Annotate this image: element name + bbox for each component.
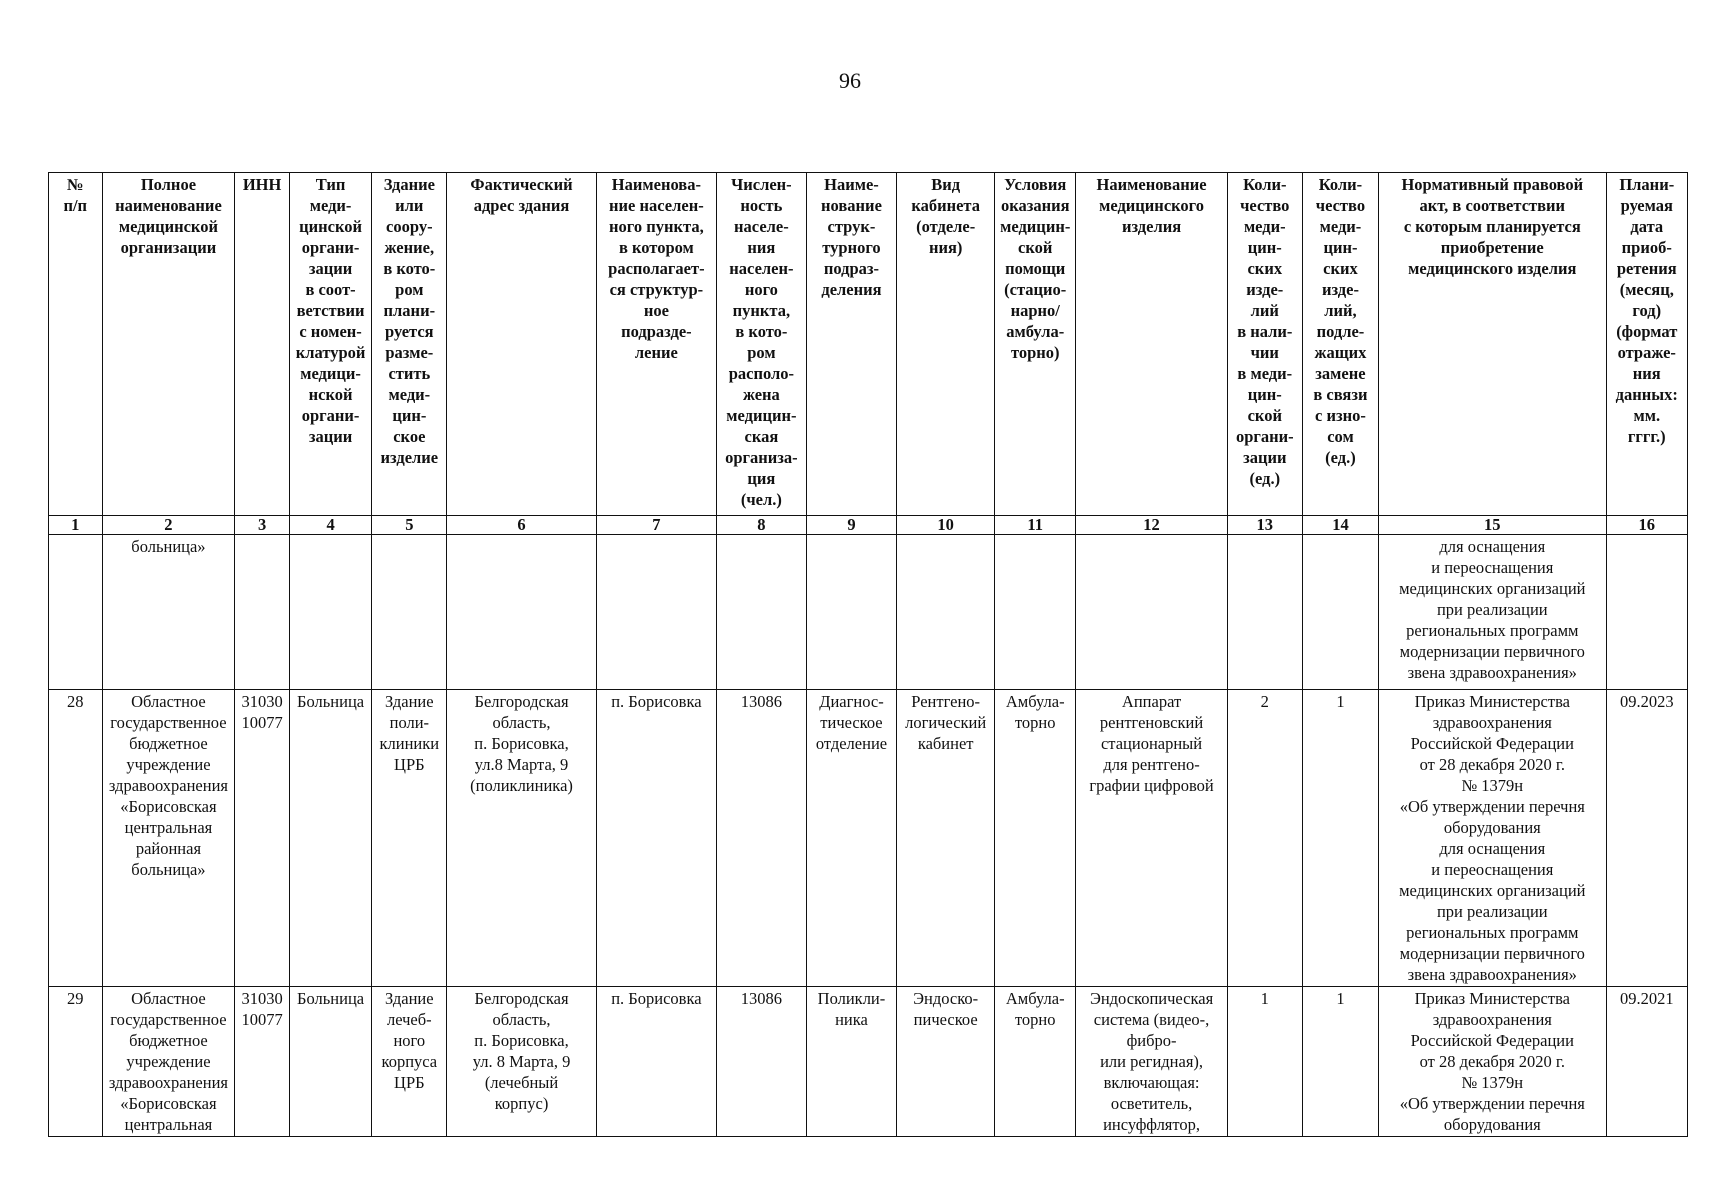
cell-inn: 31030 10077 — [235, 987, 290, 1137]
col-header-division: Наиме- нование струк- турного подраз- деления — [806, 173, 897, 516]
col-header-settlement: Наименова- ние населен- ного пункта, в котором располагает- ся структур- ное подразде- ление — [596, 173, 716, 516]
cell-number — [49, 535, 103, 690]
cell-population: 13086 — [717, 690, 807, 987]
cell-org-name: Областное государственное бюджетное учреждение здравоохранения «Борисовская центральная — [102, 987, 235, 1137]
col-number: 14 — [1302, 516, 1378, 535]
table-row-continuation — [49, 535, 1688, 690]
col-number: 2 — [102, 516, 235, 535]
cell-building: Здание поли- клиники ЦРБ — [372, 690, 447, 987]
cell-org-name: больница» — [102, 535, 235, 690]
cell-settlement: п. Борисовка — [596, 690, 716, 987]
col-number: 11 — [995, 516, 1076, 535]
cell-division: Поликли- ника — [806, 987, 897, 1137]
cell-legal-act: для оснащения и переоснащения медицинских организаций при реализации региональных программ модернизации первичного звена здравоохранения» — [1379, 535, 1607, 690]
cell-planned-date — [1606, 535, 1687, 690]
cell-qty-replace — [1302, 535, 1378, 690]
col-header-org-type: Тип меди- цинской органи- зации в соот- ветствии с номен- клатурой медици- нской органи- зации — [289, 173, 371, 516]
cell-care-conditions: Амбула- торно — [995, 987, 1076, 1137]
col-header-number: № п/п — [49, 173, 103, 516]
cell-cabinet-type: Эндоско- пическое — [897, 987, 995, 1137]
col-header-qty-available: Коли- чество меди- цин- ских изде- лий в нали- чии в меди- цин- ской органи- зации (ед.) — [1227, 173, 1302, 516]
col-number: 10 — [897, 516, 995, 535]
table-row — [49, 987, 1688, 1137]
cell-org-name: Областное государственное бюджетное учреждение здравоохранения «Борисовская центральная районная больница» — [102, 690, 235, 987]
col-header-care-conditions: Условия оказания медицин- ской помощи (стацио- нарно/ амбула- торно) — [995, 173, 1076, 516]
cell-building — [372, 535, 447, 690]
col-number: 13 — [1227, 516, 1302, 535]
page-number: 96 — [839, 68, 861, 93]
header-row — [49, 173, 1688, 516]
cell-population: 13086 — [717, 987, 807, 1137]
cell-number: 29 — [49, 987, 103, 1137]
cell-care-conditions: Амбула- торно — [995, 690, 1076, 987]
cell-cabinet-type: Рентгено- логический кабинет — [897, 690, 995, 987]
cell-settlement: п. Борисовка — [596, 987, 716, 1137]
cell-qty-replace: 1 — [1302, 690, 1378, 987]
cell-division — [806, 535, 897, 690]
cell-number: 28 — [49, 690, 103, 987]
cell-care-conditions — [995, 535, 1076, 690]
cell-population — [717, 535, 807, 690]
col-number: 16 — [1606, 516, 1687, 535]
col-header-population: Числен- ность населе- ния населен- ного пункта, в кото- ром располо- жена медицин- ская организа- ция (чел.) — [717, 173, 807, 516]
column-number-row — [49, 516, 1688, 535]
equipment-table — [48, 172, 1688, 1137]
cell-qty-available — [1227, 535, 1302, 690]
col-header-planned-date: Плани- руемая дата приоб- ретения (месяц, год) (формат отраже- ния данных: мм. гггг.) — [1606, 173, 1687, 516]
cell-qty-available: 2 — [1227, 690, 1302, 987]
cell-planned-date: 09.2023 — [1606, 690, 1687, 987]
col-header-org-name: Полное наименование медицинской организации — [102, 173, 235, 516]
col-number: 15 — [1379, 516, 1607, 535]
col-number: 6 — [447, 516, 596, 535]
col-header-address: Фактический адрес здания — [447, 173, 596, 516]
col-header-inn: ИНН — [235, 173, 290, 516]
col-header-device-name: Наименование медицинского изделия — [1076, 173, 1227, 516]
cell-inn — [235, 535, 290, 690]
cell-division: Диагнос- тическое отделение — [806, 690, 897, 987]
cell-building: Здание лечеб- ного корпуса ЦРБ — [372, 987, 447, 1137]
col-number: 3 — [235, 516, 290, 535]
cell-address — [447, 535, 596, 690]
cell-settlement — [596, 535, 716, 690]
cell-legal-act: Приказ Министерства здравоохранения Российской Федерации от 28 декабря 2020 г. № 1379н «Об утверждении перечня оборудования для оснащения и переоснащения медицинских организаций при реализации региональных программ модернизации первичного звена здравоохранения» — [1379, 690, 1607, 987]
table-row — [49, 690, 1688, 987]
col-number: 9 — [806, 516, 897, 535]
cell-device-name: Аппарат рентгеновский стационарный для рентгено- графии цифровой — [1076, 690, 1227, 987]
cell-qty-available: 1 — [1227, 987, 1302, 1137]
cell-legal-act: Приказ Министерства здравоохранения Российской Федерации от 28 декабря 2020 г. № 1379н «Об утверждении перечня оборудования — [1379, 987, 1607, 1137]
cell-planned-date: 09.2021 — [1606, 987, 1687, 1137]
col-number: 5 — [372, 516, 447, 535]
col-header-cabinet-type: Вид кабинета (отделе- ния) — [897, 173, 995, 516]
cell-inn: 31030 10077 — [235, 690, 290, 987]
col-header-legal-act: Нормативный правовой акт, в соответствии с которым планируется приобретение медицинского изделия — [1379, 173, 1607, 516]
col-number: 1 — [49, 516, 103, 535]
col-number: 12 — [1076, 516, 1227, 535]
col-header-qty-replace: Коли- чество меди- цин- ских изде- лий, подле- жащих замене в связи с изно- сом (ед.) — [1302, 173, 1378, 516]
cell-org-type: Больница — [289, 690, 371, 987]
cell-org-type: Больница — [289, 987, 371, 1137]
cell-org-type — [289, 535, 371, 690]
cell-device-name: Эндоскопическая система (видео-, фибро- или регидная), включающая: осветитель, инсуффлятор, — [1076, 987, 1227, 1137]
cell-address: Белгородская область, п. Борисовка, ул. 8 Марта, 9 (лечебный корпус) — [447, 987, 596, 1137]
cell-device-name — [1076, 535, 1227, 690]
col-number: 8 — [717, 516, 807, 535]
col-header-building: Здание или соору- жение, в кото- ром плани- руется разме- стить меди- цин- ское изделие — [372, 173, 447, 516]
cell-address: Белгородская область, п. Борисовка, ул.8 Марта, 9 (поликлиника) — [447, 690, 596, 987]
col-number: 7 — [596, 516, 716, 535]
col-number: 4 — [289, 516, 371, 535]
cell-qty-replace: 1 — [1302, 987, 1378, 1137]
cell-cabinet-type — [897, 535, 995, 690]
